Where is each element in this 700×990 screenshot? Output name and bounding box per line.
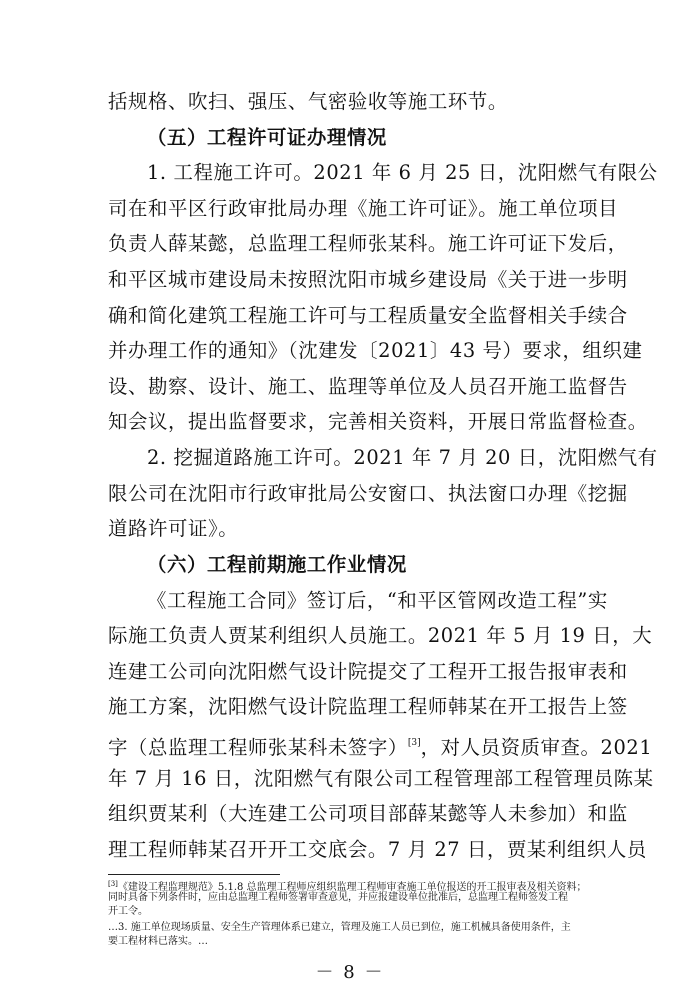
paragraph-line: 组织贾某利（大连建工公司项目部薛某懿等人未参加）和监 (108, 802, 628, 825)
paragraph-line: 1. 工程施工许可。2021 年 6 月 25 日，沈阳燃气有限公 (147, 161, 658, 184)
section-heading-5: （五）工程许可证办理情况 (147, 126, 387, 149)
footnote-reference[interactable]: [3] (407, 738, 421, 748)
paragraph-line: 年 7 月 16 日，沈阳燃气有限公司工程管理部工程管理员陈某 (108, 767, 654, 790)
paragraph-line (108, 730, 652, 761)
footnote-line: 同时具备下列条件时，应由总监理工程师签署审查意见，并应报建设单位批准后，总监理工程师签发工程 (108, 892, 568, 903)
paragraph-line: 理工程师韩某召开开工交底会。7 月 27 日，贾某利组织人员 (108, 838, 647, 861)
footnote-divider (108, 874, 280, 875)
paragraph-line: 和平区城市建设局未按照沈阳市城乡建设局《关于进一步明 (108, 268, 628, 291)
paragraph-line: 并办理工作的通知》（沈建发〔2021〕43 号）要求，组织建 (108, 339, 643, 362)
section-heading-6: （六）工程前期施工作业情况 (147, 553, 407, 576)
paragraph-line: 连建工公司向沈阳燃气设计院提交了工程开工报告报审表和 (108, 660, 628, 683)
paragraph-line: 2. 挖掘道路施工许可。2021 年 7 月 20 日，沈阳燃气有 (147, 446, 658, 469)
page-number: － 8 － (315, 962, 385, 983)
paragraph-line: 负责人薛某懿，总监理工程师张某科。施工许可证下发后， (108, 232, 628, 255)
paragraph-line: 括规格、吹扫、强压、气密验收等施工环节。 (108, 90, 508, 113)
paragraph-text: 字（总监理工程师张某科未签字） (108, 736, 408, 759)
paragraph-line: 限公司在沈阳市行政审批局公安窗口、执法窗口办理《挖掘 (108, 482, 628, 505)
footnote-marker: [3] (108, 880, 118, 888)
paragraph-line: 确和简化建筑工程施工许可与工程质量安全监督相关手续合 (108, 304, 628, 327)
footnote-line: …3. 施工单位现场质量、安全生产管理体系已建立，管理及施工人员已到位，施工机械具备使用条件，主 (108, 922, 571, 933)
paragraph-line: 设、勘察、设计、施工、监理等单位及人员召开施工监督告 (108, 375, 628, 398)
footnote-line: 开工令。 (108, 906, 148, 917)
paragraph-line: 道路许可证》。 (108, 517, 239, 540)
footnote-text: 《建设工程监理规范》5.1.8 总监理工程师应组织监理工程师审查施工单位报送的开工报审表及相关资料； (117, 882, 587, 893)
paragraph-line: 司在和平区行政审批局办理《施工许可证》。施工单位项目 (108, 197, 619, 220)
footnote-line: 要工程材料已落实。… (108, 936, 208, 947)
paragraph-line: 施工方案，沈阳燃气设计院监理工程师韩某在开工报告上签 (108, 695, 628, 718)
paragraph-line: 知会议，提出监督要求，完善相关资料，开展日常监督检查。 (108, 410, 648, 433)
paragraph-line: 际施工负责人贾某利组织人员施工。2021 年 5 月 19 日，大 (108, 624, 653, 647)
paragraph-line: 《工程施工合同》签订后，“和平区管网改造工程”实 (147, 589, 608, 612)
paragraph-text: ，对人员资质审查。2021 (420, 736, 653, 759)
